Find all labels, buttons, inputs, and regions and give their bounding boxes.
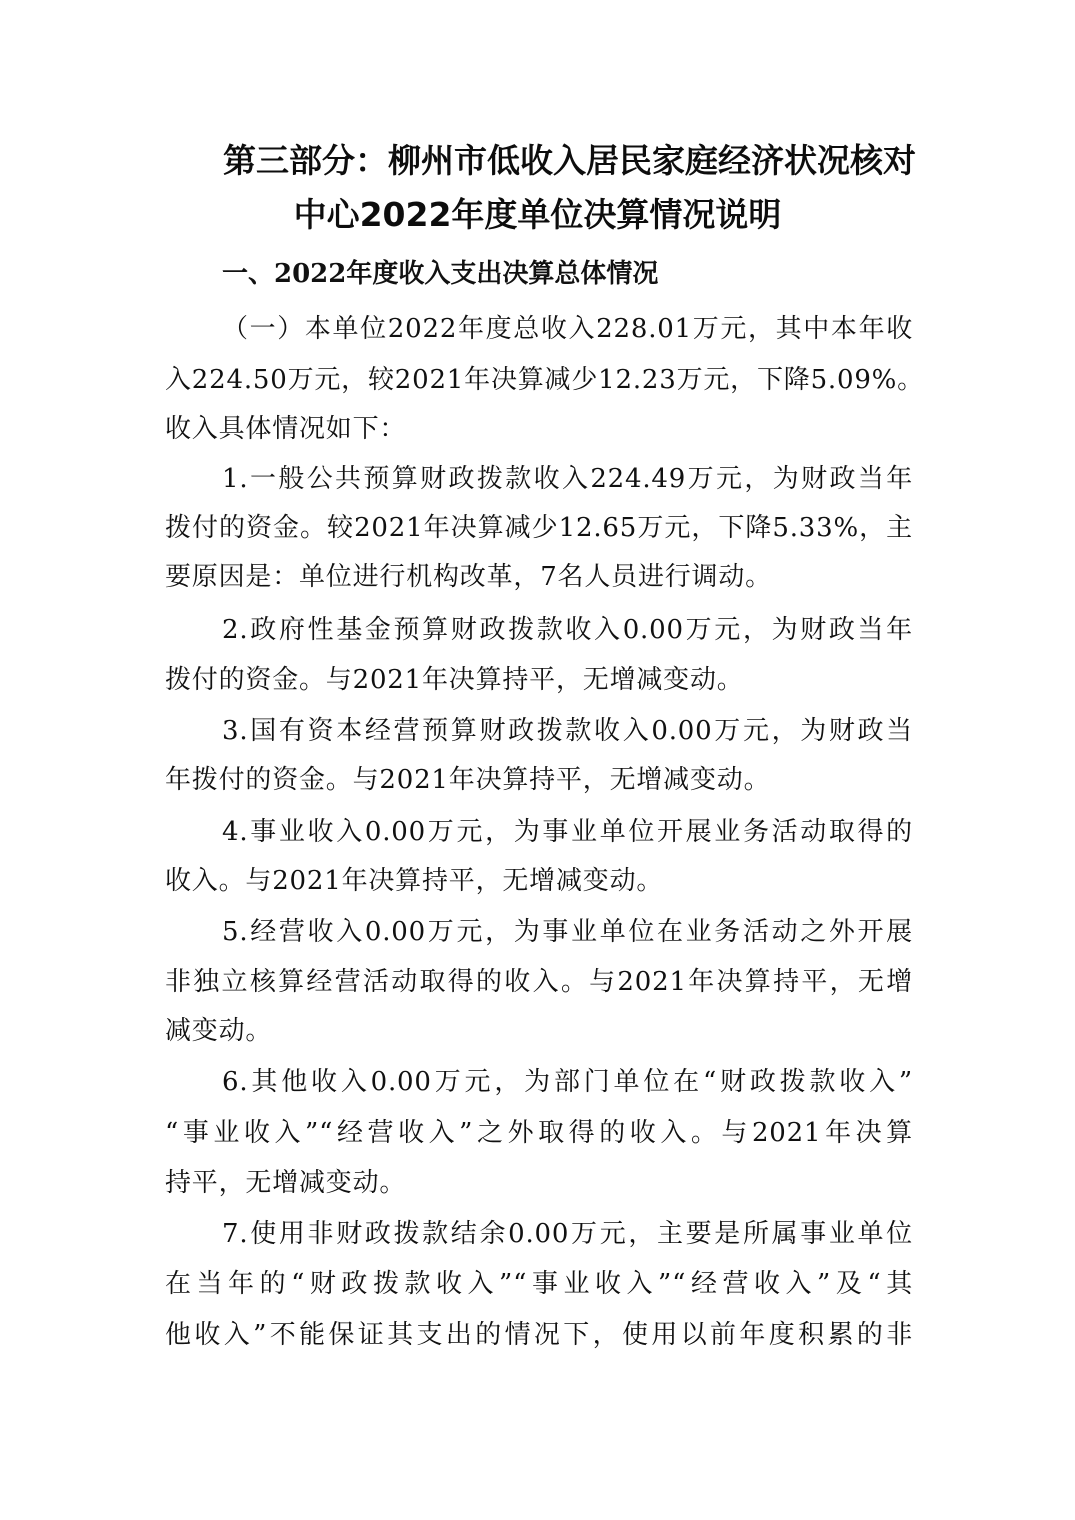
paragraph-line: 年拨付的资金。与2021年决算持平，无增减变动。	[165, 765, 771, 795]
document-title-line-1: 第三部分：柳州市低收入居民家庭经济状况核对	[223, 141, 916, 180]
paragraph-line: 1.一般公共预算财政拨款收入224.49万元，为财政当年	[222, 464, 913, 494]
paragraph-line: 拨付的资金。较2021年决算减少12.65万元，下降5.33%，主	[165, 513, 913, 543]
paragraph-line: 5.经营收入0.00万元，为事业单位在业务活动之外开展	[222, 917, 913, 947]
paragraph-line: 持平，无增减变动。	[165, 1168, 407, 1198]
paragraph-line: “事业收入”“经营收入”之外取得的收入。与2021年决算	[165, 1118, 913, 1148]
paragraph-line: 拨付的资金。与2021年决算持平，无增减变动。	[165, 665, 744, 695]
paragraph-line: 7.使用非财政拨款结余0.00万元，主要是所属事业单位	[222, 1219, 913, 1249]
paragraph-line: 收入。与2021年决算持平，无增减变动。	[165, 866, 664, 896]
paragraph-line: 收入具体情况如下：	[165, 414, 407, 444]
paragraph-line: 2.政府性基金预算财政拨款收入0.00万元，为财政当年	[222, 615, 913, 645]
paragraph-line: 3.国有资本经营预算财政拨款收入0.00万元，为财政当	[222, 716, 913, 746]
paragraph-line: 4.事业收入0.00万元，为事业单位开展业务活动取得的	[222, 817, 913, 847]
paragraph-line: 6.其他收入0.00万元，为部门单位在“财政拨款收入”	[222, 1067, 913, 1097]
paragraph-line: 非独立核算经营活动取得的收入。与2021年决算持平，无增	[165, 967, 913, 997]
paragraph-line: （一）本单位2022年度总收入228.01万元，其中本年收	[222, 314, 913, 344]
document-title-line-2: 中心2022年度单位决算情况说明	[293, 195, 782, 234]
paragraph-line: 入224.50万元，较2021年决算减少12.23万元，下降5.09%。	[165, 365, 924, 395]
paragraph-line: 在当年的“财政拨款收入”“事业收入”“经营收入”及“其	[165, 1269, 913, 1299]
paragraph-line: 他收入”不能保证其支出的情况下，使用以前年度积累的非	[165, 1320, 913, 1350]
paragraph-line: 要原因是：单位进行机构改革，7名人员进行调动。	[165, 562, 772, 592]
section-heading: 一、2022年度收入支出决算总体情况	[222, 259, 659, 289]
paragraph-line: 减变动。	[165, 1016, 273, 1046]
